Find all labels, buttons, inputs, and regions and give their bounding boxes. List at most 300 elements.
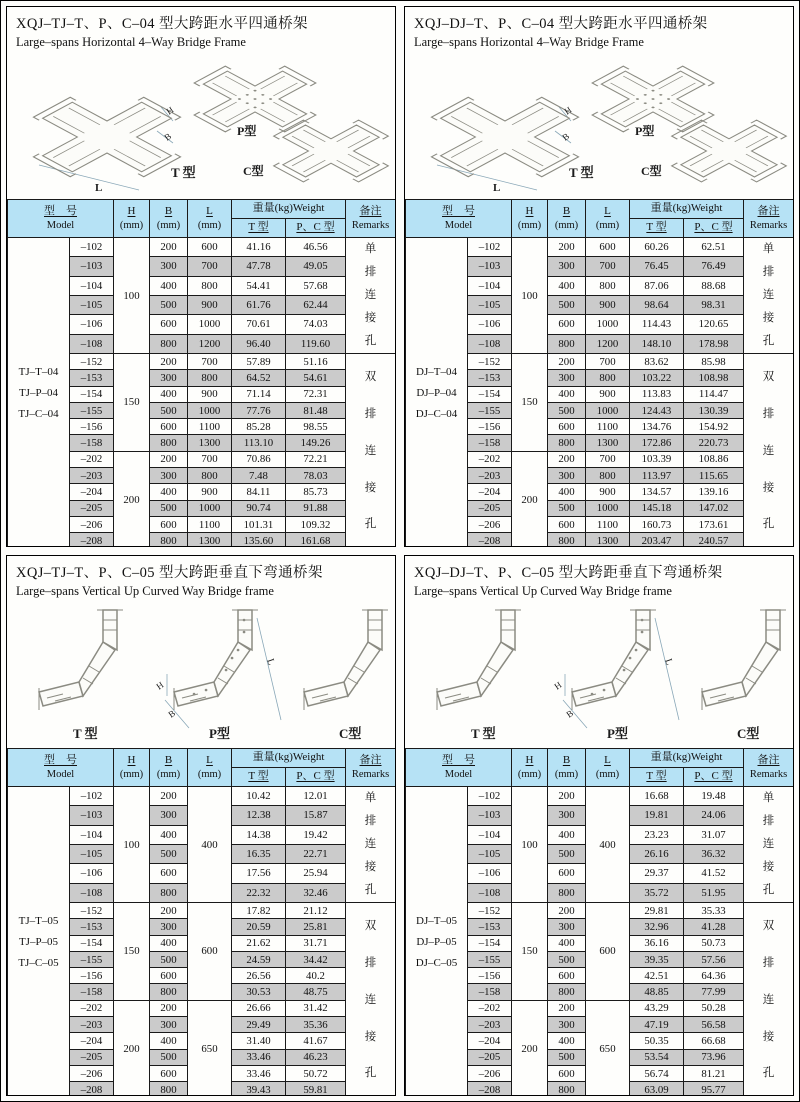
cell-weight-t: 47.78 bbox=[232, 257, 286, 276]
cell-l: 1100 bbox=[188, 419, 232, 435]
cell-model-suffix: –155 bbox=[70, 951, 114, 967]
cell-weight-t: 87.06 bbox=[630, 276, 684, 295]
cell-h: 150 bbox=[512, 354, 548, 452]
cell-model-suffix: –202 bbox=[468, 1000, 512, 1016]
cell-b: 600 bbox=[548, 968, 586, 984]
cell-model-suffix: –105 bbox=[468, 844, 512, 863]
cell-weight-t: 35.72 bbox=[630, 883, 684, 902]
cell-weight-pc: 51.16 bbox=[286, 354, 346, 370]
header-l: L (mm) bbox=[586, 749, 630, 787]
table-body bbox=[406, 787, 794, 1097]
panel-title-en: Large–spans Vertical Up Curved Way Bridge frame bbox=[16, 584, 274, 598]
cell-l: 600 bbox=[188, 238, 232, 257]
cell-weight-t: 7.48 bbox=[232, 468, 286, 484]
cell-remarks bbox=[744, 354, 794, 548]
cell-weight-t: 22.32 bbox=[232, 883, 286, 902]
cell-l: 1000 bbox=[586, 402, 630, 418]
remark-text: 单排连接孔 bbox=[364, 243, 377, 347]
cell-b: 500 bbox=[548, 951, 586, 967]
cell-l: 700 bbox=[188, 354, 232, 370]
header-l: L (mm) bbox=[188, 200, 232, 238]
cell-b: 600 bbox=[548, 315, 586, 334]
header-h: H (mm) bbox=[114, 200, 150, 238]
cell-weight-pc: 74.03 bbox=[286, 315, 346, 334]
cell-weight-pc: 46.56 bbox=[286, 238, 346, 257]
model-series-name: DJ–C–05 bbox=[415, 957, 458, 970]
panel-title-cn: XQJ–TJ–T、P、C–04 型大跨距水平四通桥架 bbox=[16, 16, 308, 32]
cell-weight-t: 29.81 bbox=[630, 903, 684, 919]
cell-b: 500 bbox=[548, 1049, 586, 1065]
panel-dj-04 bbox=[404, 6, 794, 547]
cell-b: 400 bbox=[548, 935, 586, 951]
label-dim-h: H bbox=[562, 104, 574, 117]
spec-table bbox=[405, 748, 794, 1096]
cell-weight-t: 96.40 bbox=[232, 334, 286, 353]
cell-l: 1300 bbox=[586, 435, 630, 451]
cell-model-suffix: –106 bbox=[70, 315, 114, 334]
product-drawing bbox=[7, 598, 395, 748]
cell-weight-pc: 147.02 bbox=[684, 500, 744, 516]
cell-b: 600 bbox=[548, 864, 586, 883]
header-remarks: 备注 Remarks bbox=[744, 200, 794, 238]
label-dim-b: B bbox=[166, 707, 178, 720]
cell-b: 300 bbox=[150, 1017, 188, 1033]
cell-weight-pc: 56.58 bbox=[684, 1017, 744, 1033]
cell-b: 800 bbox=[150, 334, 188, 353]
cell-weight-pc: 120.65 bbox=[684, 315, 744, 334]
cell-model-suffix: –202 bbox=[70, 1000, 114, 1016]
label-dim-b: B bbox=[560, 130, 572, 143]
cell-model-suffix: –206 bbox=[468, 1065, 512, 1081]
cell-b: 600 bbox=[548, 419, 586, 435]
panel-titles bbox=[7, 7, 395, 49]
cell-model-suffix: –203 bbox=[70, 468, 114, 484]
table-row bbox=[406, 787, 794, 806]
cell-b: 600 bbox=[548, 1065, 586, 1081]
cell-weight-t: 90.74 bbox=[232, 500, 286, 516]
cell-weight-pc: 72.21 bbox=[286, 451, 346, 467]
cell-remarks bbox=[744, 787, 794, 903]
cell-weight-t: 29.49 bbox=[232, 1017, 286, 1033]
label-dim-l: L bbox=[662, 657, 675, 667]
panel-title-en: Large–spans Horizontal 4–Way Bridge Frame bbox=[414, 35, 644, 49]
cell-weight-t: 43.29 bbox=[630, 1000, 684, 1016]
cell-model-suffix: –106 bbox=[468, 315, 512, 334]
cell-l: 1000 bbox=[586, 500, 630, 516]
cell-b: 200 bbox=[150, 1000, 188, 1016]
header-remarks: 备注 Remarks bbox=[346, 749, 396, 787]
cell-weight-t: 17.82 bbox=[232, 903, 286, 919]
header-h: H (mm) bbox=[512, 200, 548, 238]
header-l: L (mm) bbox=[188, 749, 232, 787]
cell-l: 600 bbox=[188, 903, 232, 1001]
cell-weight-pc: 41.52 bbox=[684, 864, 744, 883]
bridge-frame-sketch bbox=[304, 610, 388, 710]
table-header bbox=[8, 749, 396, 787]
cell-h: 150 bbox=[114, 354, 150, 452]
cell-weight-t: 70.61 bbox=[232, 315, 286, 334]
cell-b: 800 bbox=[548, 533, 586, 547]
cell-weight-pc: 85.73 bbox=[286, 484, 346, 500]
cell-model-suffix: –106 bbox=[70, 864, 114, 883]
cell-h: 150 bbox=[512, 903, 548, 1001]
panel-titles bbox=[405, 556, 793, 598]
cell-weight-t: 42.51 bbox=[630, 968, 684, 984]
header-h: H (mm) bbox=[114, 749, 150, 787]
cell-l: 800 bbox=[188, 276, 232, 295]
cell-b: 600 bbox=[150, 864, 188, 883]
remark-text: 双排连接孔 bbox=[364, 920, 377, 1080]
cell-weight-t: 50.35 bbox=[630, 1033, 684, 1049]
header-b: B (mm) bbox=[548, 200, 586, 238]
cell-weight-pc: 119.60 bbox=[286, 334, 346, 353]
remark-text: 双排连接孔 bbox=[364, 371, 377, 531]
header-h: H (mm) bbox=[512, 749, 548, 787]
cell-weight-t: 84.11 bbox=[232, 484, 286, 500]
cell-weight-t: 113.97 bbox=[630, 468, 684, 484]
header-remarks: 备注 Remarks bbox=[346, 200, 396, 238]
cell-b: 300 bbox=[150, 257, 188, 276]
label-c-type: C型 bbox=[339, 726, 362, 741]
cell-weight-pc: 98.55 bbox=[286, 419, 346, 435]
cell-weight-t: 32.96 bbox=[630, 919, 684, 935]
bridge-frame-sketch bbox=[572, 610, 656, 710]
cell-weight-pc: 81.48 bbox=[286, 402, 346, 418]
cell-weight-pc: 72.31 bbox=[286, 386, 346, 402]
cell-b: 300 bbox=[150, 370, 188, 386]
cell-weight-t: 135.60 bbox=[232, 533, 286, 547]
cell-b: 200 bbox=[548, 787, 586, 806]
cell-model-suffix: –206 bbox=[468, 516, 512, 532]
cell-weight-pc: 240.57 bbox=[684, 533, 744, 547]
cell-model-suffix: –154 bbox=[70, 935, 114, 951]
model-series-name: TJ–C–04 bbox=[18, 408, 59, 421]
cell-weight-pc: 91.88 bbox=[286, 500, 346, 516]
table-row bbox=[8, 787, 396, 806]
cell-l: 900 bbox=[188, 295, 232, 314]
cell-l: 900 bbox=[586, 386, 630, 402]
cell-b: 200 bbox=[150, 451, 188, 467]
cell-model-suffix: –204 bbox=[468, 1033, 512, 1049]
label-p-type: P型 bbox=[635, 124, 655, 138]
cell-weight-t: 85.28 bbox=[232, 419, 286, 435]
cell-weight-t: 53.54 bbox=[630, 1049, 684, 1065]
label-dim-l: L bbox=[264, 657, 277, 667]
cell-weight-pc: 130.39 bbox=[684, 402, 744, 418]
panel-title-en: Large–spans Horizontal 4–Way Bridge Frame bbox=[16, 35, 246, 49]
cell-model-suffix: –206 bbox=[70, 516, 114, 532]
cell-weight-pc: 62.51 bbox=[684, 238, 744, 257]
cell-b: 200 bbox=[150, 238, 188, 257]
cell-h: 100 bbox=[512, 787, 548, 903]
cell-weight-pc: 19.48 bbox=[684, 787, 744, 806]
cell-model-suffix: –103 bbox=[468, 257, 512, 276]
cell-model-suffix: –154 bbox=[468, 386, 512, 402]
cell-model-suffix: –208 bbox=[468, 533, 512, 547]
cell-l: 1000 bbox=[188, 500, 232, 516]
cell-weight-t: 103.22 bbox=[630, 370, 684, 386]
drawing-canvas bbox=[7, 49, 395, 199]
header-weight: 重量(kg)Weight bbox=[232, 200, 346, 219]
cell-model-suffix: –205 bbox=[70, 1049, 114, 1065]
cell-weight-pc: 41.67 bbox=[286, 1033, 346, 1049]
cell-l: 1000 bbox=[586, 315, 630, 334]
cell-b: 200 bbox=[548, 1000, 586, 1016]
cell-b: 800 bbox=[548, 984, 586, 1000]
table-body bbox=[8, 238, 396, 548]
cell-l: 700 bbox=[586, 354, 630, 370]
cell-b: 400 bbox=[150, 386, 188, 402]
cell-model-suffix: –155 bbox=[468, 951, 512, 967]
cell-model-suffix: –104 bbox=[70, 825, 114, 844]
cell-model-suffix: –156 bbox=[468, 968, 512, 984]
header-remarks: 备注 Remarks bbox=[744, 749, 794, 787]
cell-weight-t: 20.59 bbox=[232, 919, 286, 935]
cell-b: 500 bbox=[150, 402, 188, 418]
cell-b: 500 bbox=[150, 951, 188, 967]
cell-remarks bbox=[744, 238, 794, 354]
bridge-frame-sketch bbox=[437, 610, 521, 710]
cell-weight-pc: 81.21 bbox=[684, 1065, 744, 1081]
cell-model-suffix: –103 bbox=[468, 806, 512, 825]
cell-weight-t: 33.46 bbox=[232, 1065, 286, 1081]
table-row bbox=[406, 238, 794, 257]
cell-weight-pc: 62.44 bbox=[286, 295, 346, 314]
cell-model-suffix: –204 bbox=[70, 484, 114, 500]
cell-weight-t: 17.56 bbox=[232, 864, 286, 883]
cell-weight-pc: 51.95 bbox=[684, 883, 744, 902]
cell-b: 500 bbox=[548, 844, 586, 863]
cell-model-suffix: –205 bbox=[468, 500, 512, 516]
cell-l: 1300 bbox=[586, 533, 630, 547]
cell-model-suffix: –106 bbox=[468, 864, 512, 883]
cell-b: 600 bbox=[150, 516, 188, 532]
cell-weight-t: 103.39 bbox=[630, 451, 684, 467]
cell-weight-pc: 154.92 bbox=[684, 419, 744, 435]
cell-weight-pc: 50.72 bbox=[286, 1065, 346, 1081]
cell-weight-t: 21.62 bbox=[232, 935, 286, 951]
model-series-cell bbox=[8, 238, 70, 548]
cell-b: 400 bbox=[150, 935, 188, 951]
cell-model-suffix: –103 bbox=[70, 257, 114, 276]
cell-remarks bbox=[346, 787, 396, 903]
cell-model-suffix: –154 bbox=[70, 386, 114, 402]
spec-table bbox=[405, 199, 794, 547]
cell-weight-pc: 46.23 bbox=[286, 1049, 346, 1065]
cell-weight-pc: 54.61 bbox=[286, 370, 346, 386]
cell-weight-pc: 109.32 bbox=[286, 516, 346, 532]
panel-titles bbox=[405, 7, 793, 49]
cell-b: 600 bbox=[150, 315, 188, 334]
cell-weight-pc: 19.42 bbox=[286, 825, 346, 844]
panel-title-cn: XQJ–DJ–T、P、C–04 型大跨距水平四通桥架 bbox=[414, 16, 708, 32]
cell-weight-pc: 64.36 bbox=[684, 968, 744, 984]
spec-table bbox=[7, 199, 396, 547]
cell-weight-pc: 178.98 bbox=[684, 334, 744, 353]
model-series-cell bbox=[8, 787, 70, 1097]
cell-b: 300 bbox=[548, 370, 586, 386]
label-dim-h: H bbox=[552, 679, 564, 692]
cell-l: 800 bbox=[586, 276, 630, 295]
cell-b: 500 bbox=[150, 844, 188, 863]
cell-b: 200 bbox=[150, 903, 188, 919]
cell-weight-t: 39.35 bbox=[630, 951, 684, 967]
cell-weight-pc: 31.42 bbox=[286, 1000, 346, 1016]
cell-weight-t: 113.83 bbox=[630, 386, 684, 402]
cell-weight-pc: 149.26 bbox=[286, 435, 346, 451]
label-t-type: T 型 bbox=[569, 165, 594, 180]
cell-weight-t: 71.14 bbox=[232, 386, 286, 402]
header-pc-type: P、C 型 bbox=[286, 219, 346, 238]
cell-weight-t: 57.89 bbox=[232, 354, 286, 370]
cell-b: 500 bbox=[548, 295, 586, 314]
cell-weight-pc: 25.81 bbox=[286, 919, 346, 935]
cell-b: 600 bbox=[548, 516, 586, 532]
cell-weight-pc: 98.31 bbox=[684, 295, 744, 314]
cell-weight-pc: 50.28 bbox=[684, 1000, 744, 1016]
drawing-canvas bbox=[405, 598, 793, 748]
cell-weight-t: 64.52 bbox=[232, 370, 286, 386]
model-series-name: DJ–P–05 bbox=[416, 936, 457, 949]
cell-model-suffix: –102 bbox=[468, 238, 512, 257]
cell-model-suffix: –154 bbox=[468, 935, 512, 951]
cell-model-suffix: –205 bbox=[468, 1049, 512, 1065]
cell-b: 800 bbox=[150, 1082, 188, 1096]
drawing-canvas bbox=[405, 49, 793, 199]
cell-model-suffix: –104 bbox=[70, 276, 114, 295]
model-series-name: TJ–P–04 bbox=[18, 387, 59, 400]
cell-weight-t: 10.42 bbox=[232, 787, 286, 806]
header-b: B (mm) bbox=[150, 200, 188, 238]
cell-l: 1100 bbox=[586, 516, 630, 532]
cell-remarks bbox=[346, 354, 396, 548]
cell-weight-pc: 25.94 bbox=[286, 864, 346, 883]
label-p-type: P型 bbox=[237, 124, 257, 138]
cell-remarks bbox=[346, 238, 396, 354]
cell-b: 200 bbox=[548, 238, 586, 257]
product-drawing bbox=[405, 598, 793, 748]
cell-model-suffix: –153 bbox=[70, 919, 114, 935]
cell-b: 500 bbox=[150, 295, 188, 314]
cell-model-suffix: –158 bbox=[468, 984, 512, 1000]
panel-title-en: Large–spans Vertical Up Curved Way Bridge frame bbox=[414, 584, 672, 598]
cell-model-suffix: –153 bbox=[468, 919, 512, 935]
cell-h: 150 bbox=[114, 903, 150, 1001]
cell-b: 300 bbox=[548, 806, 586, 825]
cell-model-suffix: –202 bbox=[70, 451, 114, 467]
label-c-type: C型 bbox=[641, 164, 662, 178]
panel-tj-05 bbox=[6, 555, 396, 1096]
cell-model-suffix: –156 bbox=[70, 419, 114, 435]
cell-model-suffix: –156 bbox=[468, 419, 512, 435]
cell-b: 400 bbox=[150, 825, 188, 844]
cell-b: 800 bbox=[150, 984, 188, 1000]
label-c-type: C型 bbox=[243, 164, 264, 178]
cell-model-suffix: –152 bbox=[468, 903, 512, 919]
cell-weight-t: 26.66 bbox=[232, 1000, 286, 1016]
model-series-name: TJ–T–05 bbox=[18, 915, 59, 928]
cell-b: 300 bbox=[548, 1017, 586, 1033]
model-series-name: DJ–P–04 bbox=[416, 387, 457, 400]
remark-text: 单排连接孔 bbox=[762, 792, 775, 896]
cell-weight-pc: 66.68 bbox=[684, 1033, 744, 1049]
cell-model-suffix: –158 bbox=[70, 435, 114, 451]
header-pc-type: P、C 型 bbox=[684, 219, 744, 238]
cell-weight-pc: 31.71 bbox=[286, 935, 346, 951]
cell-weight-t: 76.45 bbox=[630, 257, 684, 276]
cell-b: 200 bbox=[548, 903, 586, 919]
cell-weight-pc: 15.87 bbox=[286, 806, 346, 825]
cell-l: 600 bbox=[586, 238, 630, 257]
cell-model-suffix: –206 bbox=[70, 1065, 114, 1081]
cell-weight-t: 36.16 bbox=[630, 935, 684, 951]
cell-l: 900 bbox=[188, 484, 232, 500]
cell-l: 1300 bbox=[188, 533, 232, 547]
cell-weight-pc: 95.77 bbox=[684, 1082, 744, 1096]
cell-h: 100 bbox=[114, 238, 150, 354]
cell-b: 800 bbox=[150, 435, 188, 451]
cell-weight-pc: 220.73 bbox=[684, 435, 744, 451]
cell-model-suffix: –102 bbox=[468, 787, 512, 806]
cell-weight-t: 98.64 bbox=[630, 295, 684, 314]
label-dim-b: B bbox=[564, 707, 576, 720]
label-dim-l: L bbox=[95, 182, 103, 194]
cell-weight-pc: 40.2 bbox=[286, 968, 346, 984]
cell-weight-pc: 35.33 bbox=[684, 903, 744, 919]
cell-weight-pc: 57.56 bbox=[684, 951, 744, 967]
cell-weight-t: 160.73 bbox=[630, 516, 684, 532]
cell-l: 400 bbox=[586, 787, 630, 903]
cell-h: 200 bbox=[114, 451, 150, 547]
panel-title-cn: XQJ–TJ–T、P、C–05 型大跨距垂直下弯通桥架 bbox=[16, 565, 323, 581]
cell-l: 1100 bbox=[586, 419, 630, 435]
cell-h: 200 bbox=[512, 451, 548, 547]
cell-b: 800 bbox=[548, 435, 586, 451]
cell-model-suffix: –155 bbox=[468, 402, 512, 418]
panel-dj-05 bbox=[404, 555, 794, 1096]
cell-weight-t: 41.16 bbox=[232, 238, 286, 257]
cell-weight-t: 26.56 bbox=[232, 968, 286, 984]
cell-weight-pc: 139.16 bbox=[684, 484, 744, 500]
cell-weight-t: 61.76 bbox=[232, 295, 286, 314]
cell-weight-t: 31.40 bbox=[232, 1033, 286, 1049]
spec-table bbox=[7, 748, 396, 1096]
cell-l: 800 bbox=[188, 468, 232, 484]
label-dim-h: H bbox=[164, 104, 176, 117]
header-model: 型 号 Model bbox=[406, 200, 512, 238]
cell-weight-pc: 48.75 bbox=[286, 984, 346, 1000]
cell-model-suffix: –208 bbox=[468, 1082, 512, 1096]
cell-weight-pc: 108.86 bbox=[684, 451, 744, 467]
cell-b: 500 bbox=[150, 1049, 188, 1065]
cell-weight-t: 33.46 bbox=[232, 1049, 286, 1065]
drawing-canvas bbox=[7, 598, 395, 748]
cell-h: 200 bbox=[512, 1000, 548, 1096]
table-body bbox=[8, 787, 396, 1097]
cell-weight-pc: 57.68 bbox=[286, 276, 346, 295]
label-c-type: C型 bbox=[737, 726, 760, 741]
cell-weight-t: 114.43 bbox=[630, 315, 684, 334]
model-series-name: TJ–P–05 bbox=[18, 936, 59, 949]
cell-h: 200 bbox=[114, 1000, 150, 1096]
cell-b: 400 bbox=[548, 484, 586, 500]
cell-weight-t: 134.76 bbox=[630, 419, 684, 435]
header-model: 型 号 Model bbox=[8, 200, 114, 238]
cell-model-suffix: –203 bbox=[468, 468, 512, 484]
cell-b: 600 bbox=[150, 968, 188, 984]
cell-weight-pc: 77.99 bbox=[684, 984, 744, 1000]
header-b: B (mm) bbox=[548, 749, 586, 787]
